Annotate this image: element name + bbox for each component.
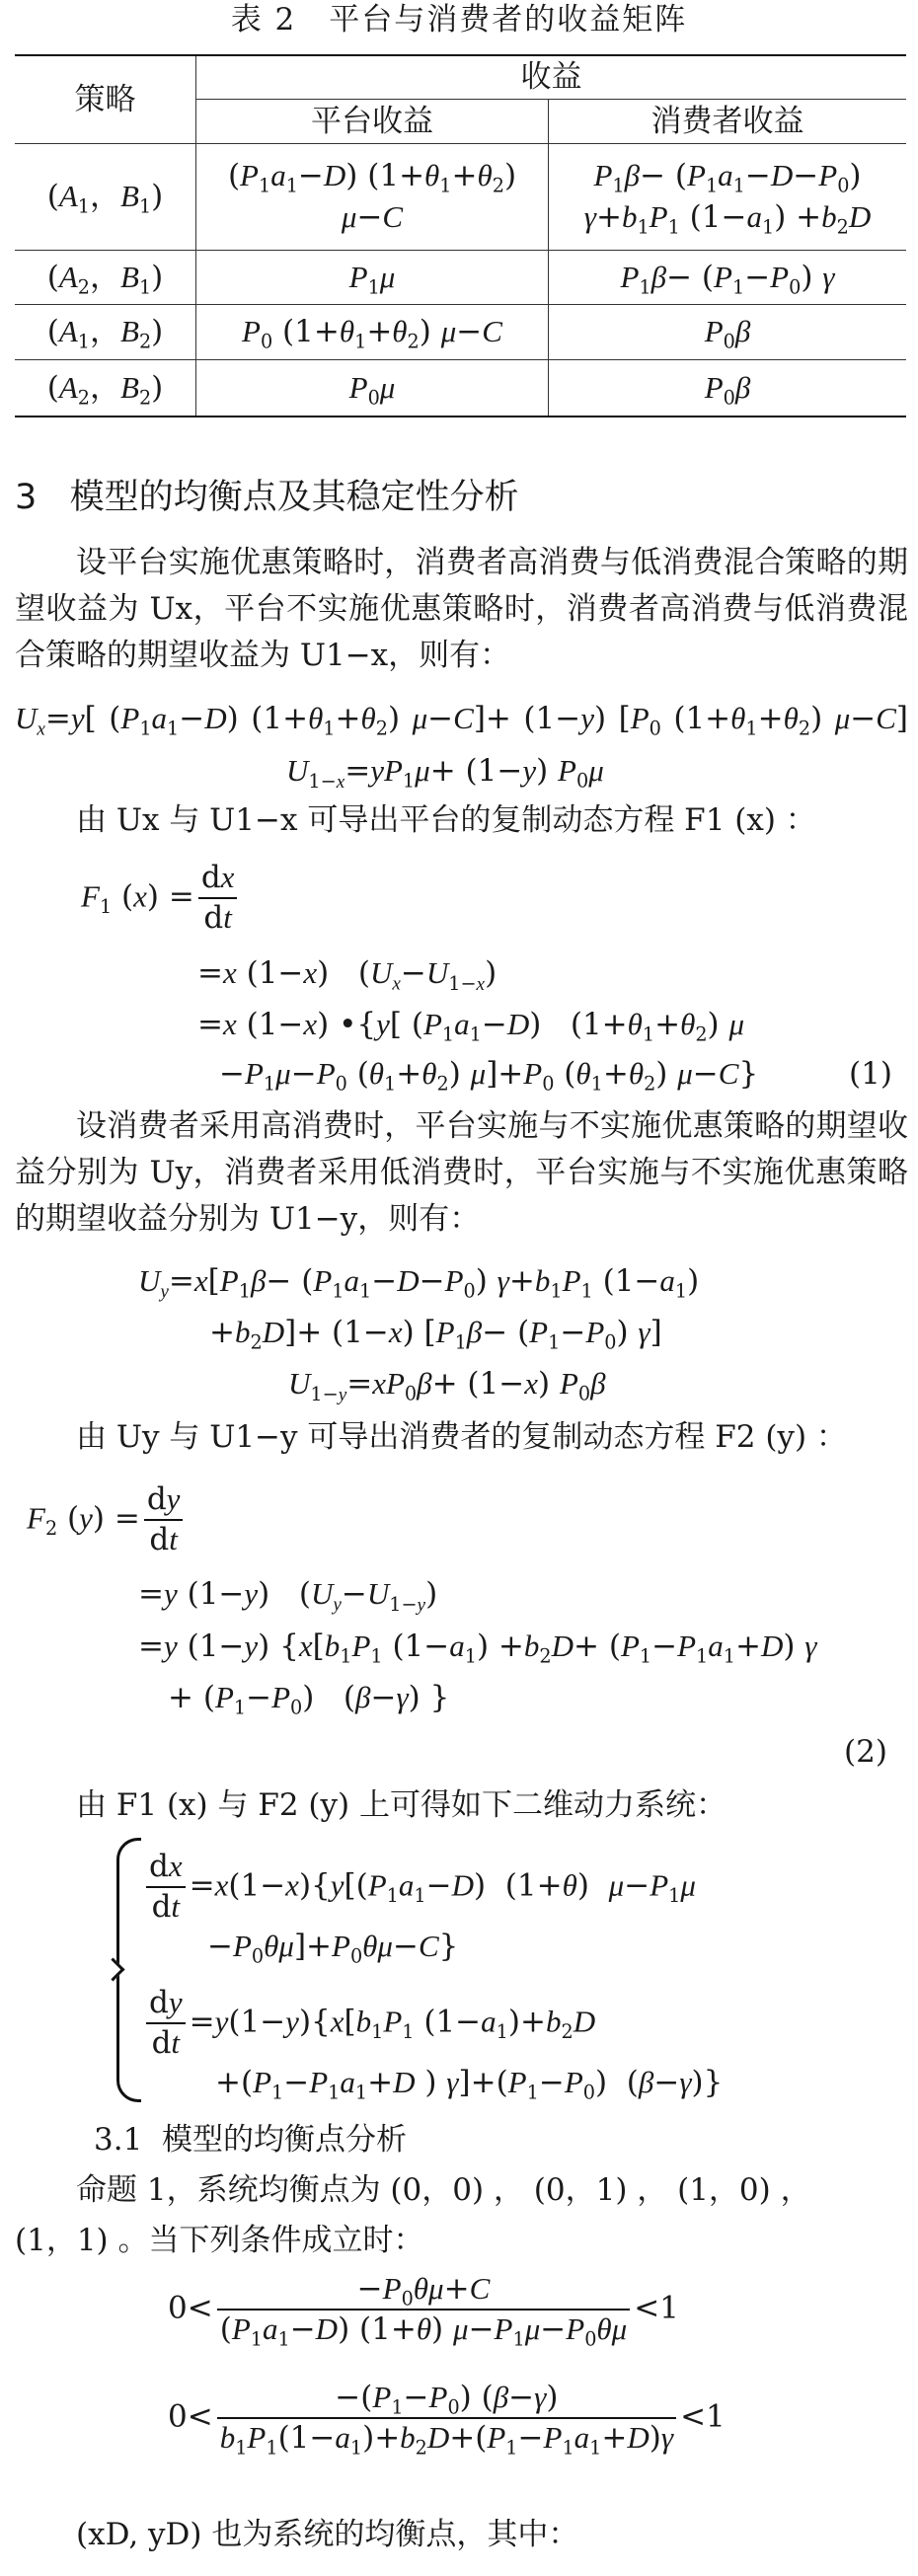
- proposition-line-2: (1，1) 。当下列条件成立时：: [15, 2223, 424, 2258]
- equation-f2-definition: $F_2$ (y) = $\frac{dy}{dt}$: [27, 1480, 187, 1559]
- equation-f1-line2: =x (1−x) $(U_x-U_{1-x})$: [197, 955, 497, 995]
- dydt-fraction: $\frac{dy}{dt}$: [146, 1984, 186, 2063]
- consumer-payoff-cell: $P_0\beta$: [549, 359, 907, 417]
- condition-1-fraction: $\frac{-P_0\theta\mu+C}{(P_1a_1-D) (1+\theta) \mu-P_1\mu-P_0\theta\mu}$: [217, 2270, 631, 2349]
- payoff-header: 收益: [196, 55, 907, 99]
- table-row: [15, 143, 906, 250]
- equation-uy-line2: $+b_2D]+ (1-x)$ [$P_1\beta- (P_1-P_0)$ γ]: [209, 1315, 662, 1354]
- subsection-title: 模型的均衡点分析: [162, 2122, 408, 2158]
- payoff-matrix-table: [15, 54, 906, 417]
- proposition-line-1: 命题 1，系统均衡点为 (0，0) ， (0，1) ， (1，0) ，: [76, 2172, 811, 2208]
- paragraph-dynamic-system: 由 F1 (x) 与 F2 (y) 上可得如下二维动力系统：: [76, 1787, 727, 1823]
- consumer-payoff-cell: $P_0\beta$: [549, 304, 907, 359]
- dxdt-fraction: $\frac{dx}{dt}$: [198, 859, 238, 938]
- equation-u1-y: $U_{1-y}=xP_0\beta+ (1-x)$ $P_0\beta$: [288, 1366, 606, 1405]
- equation-f1-line4: $-P_1\mu-P_0$ $(\theta_1+\theta_2)$ $\mu]+P_0$ $(\theta_1+\theta_2)$ μ−C}: [219, 1056, 759, 1096]
- equation-ux: $U_x=y$[ $(P_1a_1-D)$ $(1+\theta_1+\theta_2)$ μ−C]+ (1−y) [$P_0$ $(1+\theta_1+\theta_2)$ μ−C]: [15, 701, 909, 740]
- paragraph-derive-f2: 由 Uy 与 U1−y 可导出消费者的复制动态方程 F2 (y) ：: [76, 1419, 847, 1455]
- platform-payoff-header: 平台收益: [196, 99, 549, 143]
- condition-2: 0< $\frac{-(P_1-P_0) (\beta-\gamma)}{b_1P_1(1-a_1)+b_2D+(P_1-P_1a_1+D)\gamma}$ <1: [168, 2380, 726, 2460]
- condition-1: 0< $\frac{-P_0\theta\mu+C}{(P_1a_1-D) (1+\theta) \mu-P_1\mu-P_0\theta\mu}$ <1: [168, 2271, 679, 2351]
- dydt-fraction: $\frac{dy}{dt}$: [144, 1480, 184, 1559]
- section-heading: [15, 476, 519, 519]
- equation-uy-line1: $U_y=x[P_1\beta- (P_1a_1-D-P_0)$ $\gamma+b_1P_1$ $(1-a_1)$: [138, 1263, 700, 1303]
- system-equation-2-line1: $\frac{dy}{dt}$ $=y(1-y)\{x[b_1P_1$ $(1-a_1)+b_2D$: [142, 1984, 595, 2063]
- equilibrium-note: (xD, yD) 也为系统的均衡点，其中：: [76, 2517, 579, 2552]
- table-caption: 表 2 平台与消费者的收益矩阵: [230, 2, 688, 38]
- subsection-number: 3.1: [94, 2122, 143, 2158]
- strategy-cell: ($A_1$，$B_2$): [15, 304, 196, 359]
- paragraph-consumer-payoff: 设消费者采用高消费时，平台实施与不实施优惠策略的期望收益分别为 Uy，消费者采用低消费时，平台实施与不实施优惠策略的期望收益分别为 U1−y，则有：: [15, 1108, 908, 1237]
- system-equation-1-line2: $-P_0\theta\mu]+P_0\theta\mu-C$}: [207, 1929, 459, 1968]
- strategy-cell: ($A_1$，$B_1$): [15, 143, 196, 250]
- system-equation-2-line2: $+(P_1-P_1a_1+D$ ) $\gamma]+(P_1-P_0)$ (β−γ)}: [215, 2065, 724, 2104]
- equation-f2-line2: =y (1−y) $(U_y-U_{1-y})$: [138, 1576, 438, 1616]
- table-row: [15, 304, 906, 359]
- condition-2-fraction: $\frac{-(P_1-P_0) (\beta-\gamma)}{b_1P_1(1-a_1)+b_2D+(P_1-P_1a_1+D)\gamma}$: [217, 2379, 676, 2458]
- equation-u1-x: $U_{1-x}=yP_1\mu+ (1-y)$ $P_0\mu$: [286, 753, 604, 793]
- section-title: 模型的均衡点及其稳定性分析: [69, 478, 519, 517]
- paragraph-derive-f1: 由 Ux 与 U1−x 可导出平台的复制动态方程 F1 (x) ：: [76, 802, 816, 838]
- platform-payoff-cell: $(P_1a_1-D)$ $(1+\theta_1+\theta_2)$ μ−C: [196, 143, 549, 250]
- platform-payoff-cell: $P_0\mu$: [196, 359, 549, 417]
- platform-payoff-cell: $P_0$ $(1+\theta_1+\theta_2)$ μ−C: [196, 304, 549, 359]
- consumer-payoff-cell: $P_1\beta- (P_1-P_0)$ γ: [549, 250, 907, 304]
- equation-f2-line4: + $(P_1-P_0)$ (β−γ) }: [168, 1680, 450, 1719]
- subsection-heading: [94, 2120, 407, 2159]
- equation-number-1: (1): [849, 1056, 892, 1092]
- consumer-payoff-cell: $P_1\beta- (P_1a_1-D-P_0)$ $\gamma+b_1P_1$ $(1-a_1) +b_2D$: [549, 143, 907, 250]
- equation-f2-line3: =y (1−y) {$x[b_1P_1$ $(1-a_1) +b_2D+ (P_1-P_1a_1+D)$ γ: [138, 1629, 817, 1668]
- section-number: 3: [15, 478, 38, 517]
- dxdt-fraction: $\frac{dx}{dt}$: [146, 1848, 186, 1927]
- table-row: [15, 359, 906, 417]
- system-equation-1-line1: $\frac{dx}{dt}$ $=x(1-x)\{y[(P_1a_1-D)$ (1+θ) $\mu-P_1\mu$: [142, 1848, 696, 1927]
- strategy-cell: ($A_2$，$B_1$): [15, 250, 196, 304]
- platform-payoff-cell: $P_1\mu$: [196, 250, 549, 304]
- strategy-cell: ($A_2$，$B_2$): [15, 359, 196, 417]
- paragraph-platform-payoff: 设平台实施优惠策略时，消费者高消费与低消费混合策略的期望收益为 Ux，平台不实施优惠策略时，消费者高消费与低消费混合策略的期望收益为 U1−x，则有：: [15, 545, 908, 673]
- consumer-payoff-header: 消费者收益: [549, 99, 907, 143]
- equation-number-2: (2): [844, 1734, 887, 1770]
- table-row: [15, 250, 906, 304]
- equation-f1-line3: =x (1−x) •{y[ $(P_1a_1-D)$ $(1+\theta_1+\theta_2)$ μ: [197, 1007, 745, 1046]
- equation-f1-definition: $F_1$ (x) = $\frac{dx}{dt}$: [81, 859, 241, 938]
- strategy-header: 策略: [15, 55, 196, 143]
